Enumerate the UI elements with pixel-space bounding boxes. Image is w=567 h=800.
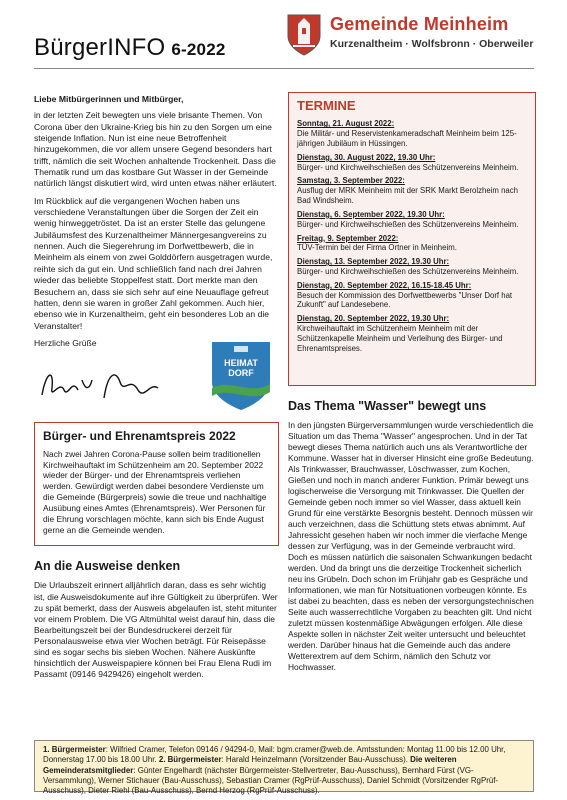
termin-date: Samstag, 3. September 2022: <box>297 176 405 186</box>
termin-text: TÜV-Termin bei der Firma Ortner in Meinheim. <box>297 243 457 253</box>
termin-item <box>297 314 527 353</box>
footer-label-1: 1. Bürgermeister <box>43 745 106 754</box>
heimat-dorf-logo <box>210 340 272 412</box>
ausweis-heading: An die Ausweise denken <box>34 559 181 573</box>
footer-text-2: : Harald Heinzelmann (Vorsitzender Bau-Ausschuss). <box>221 755 411 765</box>
ausweis-section <box>34 558 279 681</box>
termin-date: Dienstag, 20. September 2022, 19.30 Uhr: <box>297 314 450 324</box>
page-title <box>34 34 226 62</box>
termine-heading: TERMINE <box>297 98 356 113</box>
contact-footer <box>34 740 534 796</box>
signature-icon <box>34 360 184 410</box>
termin-item <box>297 257 527 277</box>
wasser-heading: Das Thema "Wasser" bewegt uns <box>288 399 487 413</box>
svg-text:DORF: DORF <box>228 368 254 378</box>
prize-heading: Bürger- und Ehrenamtspreis 2022 <box>43 429 236 443</box>
termine-box <box>288 92 536 386</box>
municipality-districts: Kurzenaltheim · Wolfsbronn · Oberweiler <box>330 38 534 50</box>
termin-item <box>297 119 527 148</box>
termin-item <box>297 281 527 310</box>
termin-item <box>297 176 527 205</box>
prize-box <box>34 422 279 546</box>
termin-date: Dienstag, 30. August 2022, 19.30 Uhr: <box>297 152 436 162</box>
termin-text: Die Militär- und Reservistenkameradschaft Meinheim beim 125-jährigen Jubiläum in Hüssingen. <box>297 129 517 148</box>
wasser-section <box>288 398 536 673</box>
footer-text-3: : Günter Engelhardt (nächster Bürgermeister-Stellvertreter, Bau-Ausschuss), Bernhard Fürst (VG-Versammlung), Werner Stichauer (Bau-Ausschuss), Sebastian Cramer (RgPrüf-Ausschuss), Daniel Schmidt (Vorsitzender RgPrüf-Ausschuss), Dieter Riehl (Bau-Ausschuss), Bernd Herzog (RgPrüf-Ausschuss). <box>43 765 499 796</box>
prize-body: Nach zwei Jahren Corona-Pause sollen beim traditionellen Kirchweihauftakt im Schützenheim am 20. September 2022 wieder der Bürger- und der Ehrenamtspreis verliehen werden. Gewürdigt werden dabei besondere Verdienste um die Gemeinde (Bürgerpreis) sowie die treue und nachhaltige Ausübung eines Amtes (Ehrenamtspreis). Wer Personen für die Ehrung vorschlagen möchte, kann sich bis Ende August gerne an die Gemeinde wenden. <box>43 448 267 536</box>
termin-text: Ausflug der MRK Meinheim mit der SRK Markt Berolzheim nach Bad Windsheim. <box>297 186 518 206</box>
intro-greeting: Liebe Mitbürgerinnen und Mitbürger, <box>34 94 184 104</box>
intro-paragraph-2: Im Rückblick auf die vergangenen Wochen haben uns verschiedene Veranstaltungen über die Sorgen der Zeit ein wenig hinweggetröstet. Da ist an erster Stelle das gelungene Jubiläumsfest des Kurzenaltheimer Männergesangvereins zu nennen. Auch die Siegerehrung im Dorfwettbewerb, die in Meinheim als einem von zwei Golddörfern ausgetragen wurde, reihte sich da gut ein. Und schließlich fand nach drei Jahren wieder das beliebte Stoppelfest statt. Dort merkte man den Besuchern an, dass sie sich sehr auf eine Neuauflage gefreut hatten, denn sie waren in großer Zahl gekommen. Auch hier, ebenso wie in Kurzenaltheim, geht ein besonderes Lob an die Veranstalter! <box>34 195 273 331</box>
municipality-name: Gemeinde Meinheim <box>330 14 509 34</box>
termin-text: Bürger- und Kirchweihschießen des Schützenvereins Meinheim. <box>297 266 519 276</box>
wasser-body: In den jüngsten Bürgerversammlungen wurde verschiedentlich die Situation um das Thema "Wasser" angesprochen. Und in der Tat bewegt dieses Thema natürlich auch uns als Verantwortliche der Kommune. Wasser hat in diverser Hinsicht eine große Bedeutung. Als Trinkwasser, Brauchwasser, Löschwasser, zum Kochen, Gießen und noch in manch anderer Funktion. Primär bewegt uns logischerweise die Versorgung mit Trinkwasser. Die Quellen der Gemeinde geben noch immer so viel Wasser, dass aktuell kein Grund für eine verstärkte Besorgnis besteht. Dennoch müssen wir auch verzeichnen, dass die Schüttung stets etwas abnimmt. Auf Jahressicht gesehen haben wir noch immer die vierfache Menge dessen zur Verfügung, was in der Gemeinde verbraucht wird. Doch es müssen natürlich die saisonalen Schwankungen bedacht werden. Und da bringt uns die derzeitige Trockenheit sicherlich neu ins Grübeln. Doch schon im Frühjahr gab es Gespräche und Informationen, wie man für Notsituationen vorbeugen könnte. Es ist dabei zu beachten, dass es neben der versorgungstechnischen Seite auch wasserrechtliche Vorgaben zu beachten gilt. Und nicht zuletzt müssen kostenmäßige Abwägungen erfolgen. Alle diese Aspekte sollen in nächster Zeit weiter untersucht und beleuchtet werden. Darüber hinaus hat die Gemeinde auch das andere Wetterextrem auf dem Schirm, nämlich den Schutz vor Hochwasser. <box>288 420 534 673</box>
termin-text: Bürger- und Kirchweihschießen des Schützenvereins Meinheim. <box>297 219 519 229</box>
ausweis-body: Die Urlaubszeit erinnert alljährlich daran, dass es sehr wichtig ist, die Ausweisdokumente auf ihre Gültigkeit zu überprüfen. Wer zu spät bemerkt, dass der Ausweis abgelaufen ist, steht mitunter vor einem Problem. Die VG Altmühltal weist darauf hin, dass die Bearbeitungszeit bei der Bundesdruckerei derzeit für Personalausweise etwa vier Wochen beträgt. Für Reisepässe sind es sogar sechs bis sieben Wochen. Nähere Auskünfte hinsichtlich der Ausweispapiere können bei Frau Elena Rudi im Passamt (09146 9429426) eingeholt werden. <box>34 580 278 680</box>
termin-date: Dienstag, 6. September 2022, 19.30 Uhr: <box>297 209 445 219</box>
termin-item <box>297 210 527 230</box>
termin-item <box>297 234 527 254</box>
termin-item <box>297 153 527 173</box>
termin-date: Dienstag, 13. September 2022, 19.30 Uhr: <box>297 257 450 267</box>
termin-date: Dienstag, 20. September 2022, 16.15-18.45 Uhr: <box>297 280 472 290</box>
intro-paragraph-1: in der letzten Zeit bewegten uns viele brisante Themen. Von Corona über den Ukraine-Krieg bis hin zu den Sorgen um eine steigende Inflation. Nun ist eine neue Betroffenheit hinzugekommen, die vor allem unsere Gegend besonders hart trifft, nämlich die seit Wochen anhaltende Trockenheit. Dass die Thematik rund um das kostbare Gut Wasser in der Gemeinde natürlich längst diskutiert wird, wird unten etwas näher erläutert. <box>34 110 277 189</box>
termin-text: Besuch der Kommission des Dorfwettbewerbs "Unser Dorf hat Zukunft" auf Landesebene. <box>297 290 513 310</box>
header <box>0 0 567 80</box>
header-divider <box>34 68 534 69</box>
coat-of-arms-icon <box>287 14 321 56</box>
title-text: BürgerINFO <box>34 34 166 61</box>
termin-text: Bürger- und Kirchweihschießen des Schützenvereins Meinheim. <box>297 162 519 172</box>
intro-letter <box>34 94 279 355</box>
issue-number: 6-2022 <box>171 40 226 59</box>
footer-text-1: : Wilfried Cramer, Telefon 09146 / 94294-0, Mail: bgm.cramer@web.de. Amtsstunden: Montag 11.00 bis 12.00 Uhr, Donnerstag 17.00 bis 18.00 Uhr. <box>43 745 506 765</box>
intro-closing: Herzliche Grüße <box>34 337 97 348</box>
termin-text: Kirchweihauftakt im Schützenheim Meinheim mit der Schützenkapelle Meinheim und Verleihung des Bürger- und Ehrenamtspreises. <box>297 324 503 353</box>
footer-label-2: 2. Bürgermeister <box>158 755 222 765</box>
footer-label-3: Die weiteren Gemeinderatsmitglieder <box>43 755 457 775</box>
svg-text:HEIMAT: HEIMAT <box>224 358 258 368</box>
termin-date: Sonntag, 21. August 2022: <box>297 119 395 129</box>
termin-date: Freitag, 9. September 2022: <box>297 233 399 243</box>
